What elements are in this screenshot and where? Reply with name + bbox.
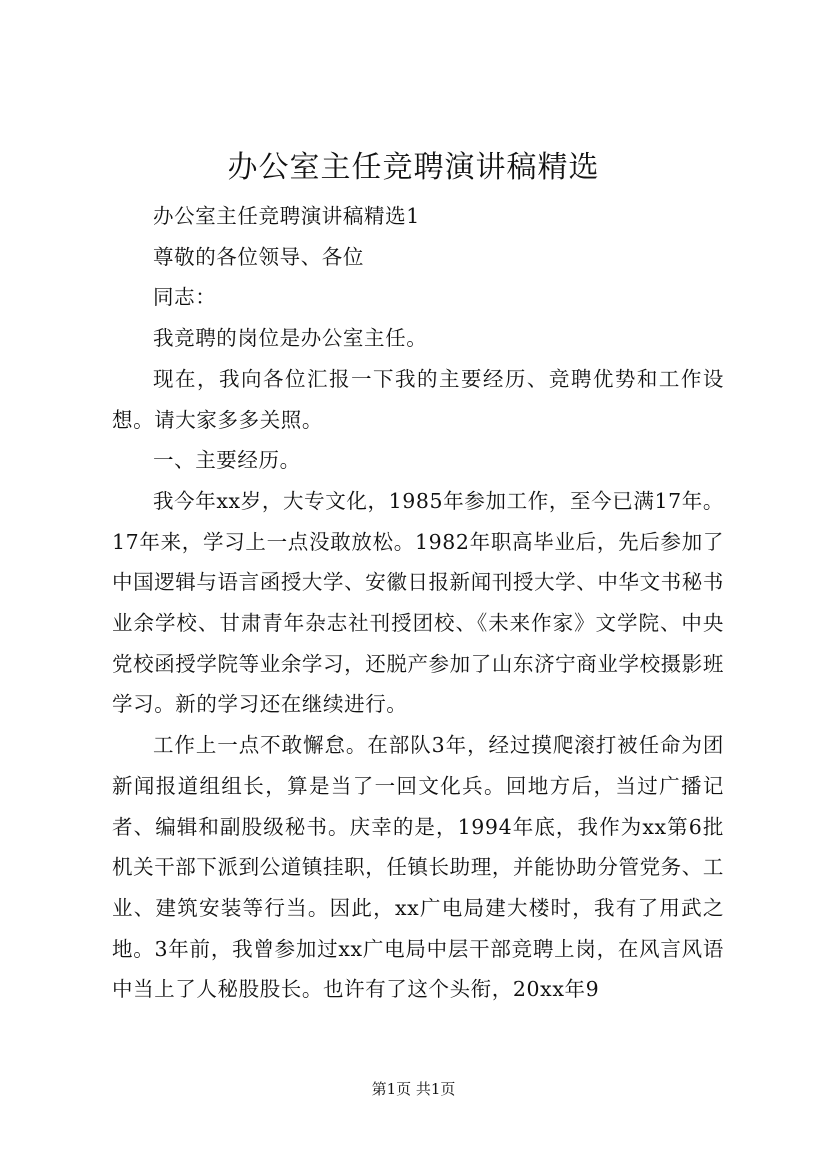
- paragraph-work: 工作上一点不敢懈怠。在部队3年，经过摸爬滚打被任命为团新闻报道组组长，算是当了一回文化兵。回地方后，当过广播记者、编辑和副股级秘书。庆幸的是，1994年底，我作为xx第6批机关干部下派到公道镇挂职，任镇长助理，并能协助分管党务、工业、建筑安装等行当。因此，xx广电局建大楼时，我有了用武之地。3年前，我曾参加过xx广电局中层干部竞聘上岗，在风言风语中当上了人秘股股长。也许有了这个头衔，20xx年9: [112, 733, 724, 1002]
- paragraph-subtitle: 办公室主任竞聘演讲稿精选1: [153, 204, 420, 228]
- paragraph-salutation: 尊敬的各位领导、各位: [153, 244, 364, 269]
- paragraph-salutation-cont: 同志：: [153, 285, 217, 310]
- document-body: [112, 196, 724, 1010]
- paragraph-position: 我竞聘的岗位是办公室主任。: [153, 326, 428, 351]
- page-footer: 第1页 共1页: [371, 1080, 456, 1098]
- document-title: 办公室主任竞聘演讲稿精选: [227, 150, 600, 185]
- paragraph-section-heading: 一、主要经历。: [153, 448, 301, 473]
- paragraph-study: 我今年xx岁，大专文化，1985年参加工作，至今已满17年。17年来，学习上一点没敢放松。1982年职高毕业后，先后参加了中国逻辑与语言函授大学、安徽日报新闻刊授大学、中华文书秘书业余学校、甘肃青年杂志社刊授团校、《未来作家》文学院、中央党校函授学院等业余学习，还脱产参加了山东济宁商业学校摄影班学习。新的学习还在继续进行。: [112, 488, 724, 717]
- paragraph-intro: 现在，我向各位汇报一下我的主要经历、竞聘优势和工作设想。请大家多多关照。: [112, 366, 724, 432]
